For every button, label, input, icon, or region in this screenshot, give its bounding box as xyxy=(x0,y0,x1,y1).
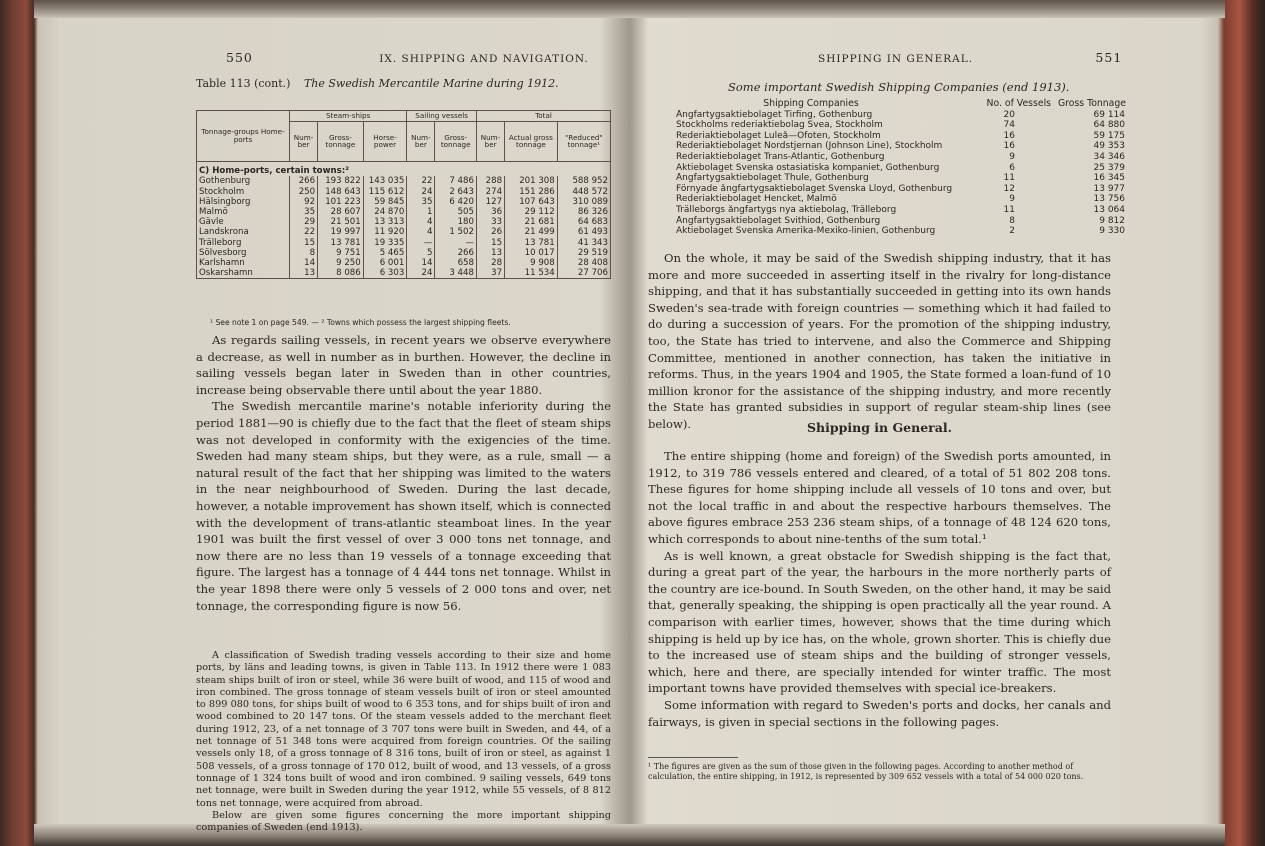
company-tonnage: 59 175 xyxy=(1093,130,1125,141)
col-steam-number: Num-ber xyxy=(290,121,318,161)
col-total-reduced: "Reduced" tonnage¹ xyxy=(557,121,610,161)
company-row xyxy=(676,216,1126,227)
companies-header xyxy=(676,99,1126,110)
value-cell: 29 519 xyxy=(557,248,610,258)
col-steam-gross: Gross-tonnage xyxy=(318,121,364,161)
company-tonnage: 34 346 xyxy=(1093,151,1125,162)
value-cell: 11 920 xyxy=(363,227,407,237)
value-cell: 1 502 xyxy=(435,227,477,237)
value-cell: 6 001 xyxy=(363,258,407,268)
value-cell: 127 xyxy=(476,197,504,207)
value-cell: 151 286 xyxy=(505,187,558,197)
table-row xyxy=(197,207,611,217)
left-paragraph-2: The Swedish mercantile marine's notable inferiority during the period 1881—90 is chiefly due to the fact that the fleet of steam ships was not developed in conformity with the exigencies of the time. Sweden had many steam ships, but they were, as a rule, small — a natural result of the fact that her shipping was limited to the waters in the near neighbourhood of Sweden. During the last decade, however, a notable improvement has shown itself, which is connected with the development of trans-atlantic steamboat lines. In the year 1901 was built the first vessel of over 3 000 tons net tonnage, and now there are no less than 19 vessels of a tonnage exceeding that figure. The largest has a tonnage of 4 444 tons net tonnage. Whilst in the year 1898 there were only 5 vessels of 2 000 tons and over, net tonnage, the corresponding figure is now 56. xyxy=(196,399,611,613)
company-name: Trälleborgs ångfartygs nya aktiebolag, Trälleborg xyxy=(676,204,897,215)
left-small-paragraph-1: A classification of Swedish trading vessels according to their size and home ports, by läns and leading towns, is given in Table 113. In 1912 there were 1 083 steam ships built of iron or steel, while 36 were built of wood, and 115 of wood and iron combined. The gross tonnage of steam vessels built of iron or steel amounted to 899 080 tons, for ships built of wood to 6 353 tons, and for ships built of iron and wood combined to 20 147 tons. Of the steam vessels added to the merchant fleet during 1912, 23, of a net tonnage of 3 707 tons were built in Sweden, and 44, of a net tonnage of 51 348 tons were acquired from foreign countries. Of the sailing vessels only 18, of a gross tonnage of 8 316 tons, built of iron or steel, as against 1 508 vessels, of a gross tonnage of 170 012, built of wood, and 13 vessels, of a gross tonnage of 1 324 tons built of wood and iron combined. 9 sailing vessels, 649 tons net tonnage, were built in Sweden during the year 1912, while 55 vessels, of 8 812 tons net tonnage, were acquired from abroad. xyxy=(196,650,611,809)
value-cell: 86 326 xyxy=(557,207,610,217)
value-cell: 27 706 xyxy=(557,268,610,279)
company-name: Stockholms rederiaktiebolag Svea, Stockholm xyxy=(676,120,883,131)
value-cell: 266 xyxy=(435,248,477,258)
value-cell: 143 035 xyxy=(363,176,407,186)
right-body-text xyxy=(648,250,1111,433)
value-cell: — xyxy=(435,238,477,248)
col-total-header: Total xyxy=(476,111,610,122)
value-cell: 29 112 xyxy=(505,207,558,217)
company-tonnage: 25 379 xyxy=(1093,162,1125,173)
value-cell: 274 xyxy=(476,187,504,197)
value-cell: 41 343 xyxy=(557,238,610,248)
col-sail-number: Num-ber xyxy=(407,121,435,161)
left-paragraph-1: As regards sailing vessels, in recent years we observe everywhere a decrease, as well in number as in burthen. However, the decline in sailing vessels began later in Sweden than in other countries, increase being observable there until about the year 1880. xyxy=(196,333,611,397)
table-row xyxy=(197,227,611,237)
companies-table xyxy=(676,99,1126,237)
value-cell: 505 xyxy=(435,207,477,217)
port-name-cell: Gävle xyxy=(197,217,290,227)
port-name-cell: Karlshamn xyxy=(197,258,290,268)
table-section-label: C) Home-ports, certain towns:² xyxy=(197,161,611,176)
col-total-actual: Actual gross tonnage xyxy=(505,121,558,161)
companies-header-vessels: No. of Vessels xyxy=(986,98,1051,109)
company-vessels: 16 xyxy=(1003,130,1015,141)
port-name-cell: Oskarshamn xyxy=(197,268,290,279)
value-cell: — xyxy=(407,238,435,248)
value-cell: 250 xyxy=(290,187,318,197)
port-name-cell: Hälsingborg xyxy=(197,197,290,207)
company-tonnage: 64 880 xyxy=(1093,120,1125,131)
right-paragraph-3: As is well known, a great obstacle for Swedish shipping is the fact that, during a great part of the year, the harbours in the more northerly parts of the country are ice-bound. In South Sweden, on the other hand, it may be said that, generally speaking, the shipping is open practically all the year round. A comparison with earlier times, however, shows that the time during which shipping is held up by ice has, on the whole, grown shorter. This is chiefly due to the increased use of steam ships and the building of stronger vessels, which, here and there, are specially intended for winter traffic. The most important towns have provided themselves with special ice-breakers. xyxy=(648,548,1111,696)
value-cell: 15 xyxy=(290,238,318,248)
company-tonnage: 13 064 xyxy=(1093,204,1125,215)
value-cell: 21 681 xyxy=(505,217,558,227)
left-body-text xyxy=(196,332,611,614)
value-cell: 14 xyxy=(290,258,318,268)
company-name: Rederiaktiebolaget Nordstjernan (Johnson Line), Stockholm xyxy=(676,141,943,152)
company-tonnage: 9 812 xyxy=(1099,215,1125,226)
companies-list xyxy=(676,110,1126,237)
port-name-cell: Trälleborg xyxy=(197,238,290,248)
right-page-number: 551 xyxy=(1095,50,1123,65)
company-vessels: 16 xyxy=(1003,141,1015,152)
company-tonnage: 69 114 xyxy=(1093,109,1125,120)
left-running-head: IX. SHIPPING AND NAVIGATION. xyxy=(379,53,589,65)
col-sail-gross: Gross-tonnage xyxy=(435,121,477,161)
value-cell: 8 xyxy=(290,248,318,258)
right-paragraph-1: On the whole, it may be said of the Swedish shipping industry, that it has more and more succeeded in asserting itself in the rivalry for long-distance shipping, and that it has substantially succeeded in getting into its own hands Sweden's sea-trade with foreign countries — something which it had failed to do during a succession of years. For the promotion of the shipping industry, too, the State has tried to intervene, and also the Commerce and Shipping Committee, mentioned in another connection, has taken the initiative in reforms. Thus, in the years 1904 and 1905, the State formed a loan-fund of 10 million kronor for the assistance of the shipping industry, and more recently the State has granted subsidies in support of regular steam-ship lines (see below). xyxy=(648,251,1111,431)
table-caption-title: The Swedish Mercantile Marine during 1912. xyxy=(303,77,559,90)
value-cell: 266 xyxy=(290,176,318,186)
value-cell: 7 486 xyxy=(435,176,477,186)
table-caption-prefix: Table 113 (cont.) xyxy=(196,77,291,90)
companies-header-name: Shipping Companies xyxy=(763,98,859,109)
port-name-cell: Gothenburg xyxy=(197,176,290,186)
right-paragraph-4: Some information with regard to Sweden's ports and docks, her canals and fairways, is given in special sections in the following pages. xyxy=(648,697,1111,729)
company-name: Aktiebolaget Svenska Amerika-Mexiko-linien, Gothenburg xyxy=(676,226,936,237)
left-small-paragraph-2: Below are given some figures concerning the more important shipping companies of Sweden (end 1913). xyxy=(196,809,611,834)
port-name-cell: Sölvesborg xyxy=(197,248,290,258)
company-row xyxy=(676,205,1126,216)
value-cell: 4 xyxy=(407,227,435,237)
value-cell: 288 xyxy=(476,176,504,186)
value-cell: 28 408 xyxy=(557,258,610,268)
table-footnote: ¹ See note 1 on page 549. — ² Towns which possess the largest shipping fleets. xyxy=(210,318,511,327)
value-cell: 310 089 xyxy=(557,197,610,207)
value-cell: 9 751 xyxy=(318,248,364,258)
footnote-rule xyxy=(648,757,738,758)
value-cell: 35 xyxy=(407,197,435,207)
company-vessels: 9 xyxy=(1009,194,1015,205)
company-tonnage: 9 330 xyxy=(1099,226,1125,237)
right-running-head: SHIPPING IN GENERAL. xyxy=(818,53,974,65)
value-cell: 5 465 xyxy=(363,248,407,258)
value-cell: 148 643 xyxy=(318,187,364,197)
value-cell: 21 501 xyxy=(318,217,364,227)
value-cell: 28 xyxy=(476,258,504,268)
col-port-header: Tonnage-groups Home-ports xyxy=(197,111,290,162)
value-cell: 10 017 xyxy=(505,248,558,258)
company-row xyxy=(676,110,1126,121)
company-vessels: 11 xyxy=(1003,204,1015,215)
value-cell: 22 xyxy=(290,227,318,237)
right-body-text-2 xyxy=(648,448,1111,730)
col-steam-header: Steam-ships xyxy=(290,111,407,122)
company-row xyxy=(676,131,1126,142)
value-cell: 13 xyxy=(476,248,504,258)
value-cell: 201 308 xyxy=(505,176,558,186)
table-row xyxy=(197,187,611,197)
value-cell: 3 448 xyxy=(435,268,477,279)
value-cell: 13 781 xyxy=(505,238,558,248)
company-name: Ångfartygsaktiebolaget Thule, Gothenburg xyxy=(676,173,869,184)
company-tonnage: 13 756 xyxy=(1093,194,1125,205)
company-vessels: 8 xyxy=(1009,215,1015,226)
value-cell: 15 xyxy=(476,238,504,248)
company-vessels: 74 xyxy=(1003,120,1015,131)
left-small-text xyxy=(196,650,611,834)
value-cell: 24 xyxy=(407,187,435,197)
right-paragraph-2: The entire shipping (home and foreign) of the Swedish ports amounted, in 1912, to 319 786 vessels entered and cleared, of a total of 51 802 208 tons. These figures for home shipping include all vessels of 10 tons and over, but not the local traffic in and about the respective harbours themselves. The above figures embrace 253 236 steam ships, of a tonnage of 48 124 620 tons, which corresponds to about nine-tenths of the sum total.¹ xyxy=(648,449,1111,546)
company-name: Ångfartygsaktiebolaget Svithiod, Gothenburg xyxy=(676,215,881,226)
value-cell: 107 643 xyxy=(505,197,558,207)
shipping-table-body xyxy=(197,161,611,279)
company-row xyxy=(676,184,1126,195)
company-name: Ångfartygsaktiebolaget Tirfing, Gothenburg xyxy=(676,109,873,120)
value-cell: 22 xyxy=(407,176,435,186)
company-name: Rederiaktiebolaget Hencket, Malmö xyxy=(676,194,837,205)
value-cell: 2 643 xyxy=(435,187,477,197)
left-page-number: 550 xyxy=(226,50,253,65)
value-cell: 5 xyxy=(407,248,435,258)
col-total-number: Num-ber xyxy=(476,121,504,161)
companies-header-tonnage: Gross Tonnage xyxy=(1057,98,1126,109)
company-tonnage: 16 345 xyxy=(1093,173,1125,184)
section-heading: Shipping in General. xyxy=(807,420,952,435)
value-cell: 29 xyxy=(290,217,318,227)
value-cell: 35 xyxy=(290,207,318,217)
value-cell: 59 845 xyxy=(363,197,407,207)
table-row xyxy=(197,176,611,186)
table-caption xyxy=(196,77,559,90)
page-edge-top xyxy=(34,0,1225,18)
value-cell: 6 303 xyxy=(363,268,407,279)
company-row xyxy=(676,173,1126,184)
table-row xyxy=(197,197,611,207)
value-cell: 37 xyxy=(476,268,504,279)
value-cell: 24 870 xyxy=(363,207,407,217)
table-row xyxy=(197,258,611,268)
value-cell: 19 997 xyxy=(318,227,364,237)
company-tonnage: 49 353 xyxy=(1093,141,1125,152)
value-cell: 33 xyxy=(476,217,504,227)
value-cell: 658 xyxy=(435,258,477,268)
company-row xyxy=(676,226,1126,237)
value-cell: 180 xyxy=(435,217,477,227)
company-vessels: 11 xyxy=(1003,173,1015,184)
value-cell: 36 xyxy=(476,207,504,217)
value-cell: 11 534 xyxy=(505,268,558,279)
company-name: Förnyade ångfartygsaktiebolaget Svenska Lloyd, Gothenburg xyxy=(676,183,953,194)
company-vessels: 20 xyxy=(1003,109,1015,120)
shipping-table xyxy=(196,110,611,279)
company-vessels: 6 xyxy=(1009,162,1015,173)
right-page-header xyxy=(818,50,1122,65)
company-name: Rederiaktiebolaget Trans-Atlantic, Gothenburg xyxy=(676,151,885,162)
table-row xyxy=(197,248,611,258)
col-steam-horse: Horse-power xyxy=(363,121,407,161)
value-cell: 448 572 xyxy=(557,187,610,197)
value-cell: 6 420 xyxy=(435,197,477,207)
port-name-cell: Stockholm xyxy=(197,187,290,197)
port-name-cell: Malmö xyxy=(197,207,290,217)
value-cell: 24 xyxy=(407,268,435,279)
company-name: Rederiaktiebolaget Luleå—Ofoten, Stockholm xyxy=(676,130,881,141)
value-cell: 92 xyxy=(290,197,318,207)
value-cell: 14 xyxy=(407,258,435,268)
port-name-cell: Landskrona xyxy=(197,227,290,237)
value-cell: 64 683 xyxy=(557,217,610,227)
value-cell: 13 xyxy=(290,268,318,279)
value-cell: 115 612 xyxy=(363,187,407,197)
value-cell: 9 250 xyxy=(318,258,364,268)
table-row xyxy=(197,268,611,279)
value-cell: 13 313 xyxy=(363,217,407,227)
value-cell: 28 607 xyxy=(318,207,364,217)
value-cell: 101 223 xyxy=(318,197,364,207)
value-cell: 193 822 xyxy=(318,176,364,186)
company-name: Aktiebolaget Svenska ostasiatiska kompaniet, Gothenburg xyxy=(676,162,940,173)
company-vessels: 9 xyxy=(1009,151,1015,162)
value-cell: 19 335 xyxy=(363,238,407,248)
company-row xyxy=(676,152,1126,163)
table-row xyxy=(197,238,611,248)
value-cell: 1 xyxy=(407,207,435,217)
value-cell: 26 xyxy=(476,227,504,237)
col-sailing-header: Sailing vessels xyxy=(407,111,477,122)
value-cell: 21 499 xyxy=(505,227,558,237)
value-cell: 8 086 xyxy=(318,268,364,279)
left-page-header xyxy=(226,50,589,65)
company-vessels: 2 xyxy=(1009,226,1015,237)
value-cell: 9 908 xyxy=(505,258,558,268)
company-tonnage: 13 977 xyxy=(1093,183,1125,194)
value-cell: 4 xyxy=(407,217,435,227)
company-row xyxy=(676,120,1126,131)
company-row xyxy=(676,141,1126,152)
right-footnote: ¹ The figures are given as the sum of those given in the following pages. According to another method of calculation, the entire shipping, in 1912, is represented by 309 652 vessels with a total of 54 000 020 tons. xyxy=(648,762,1084,781)
company-vessels: 12 xyxy=(1003,183,1015,194)
table-row xyxy=(197,217,611,227)
value-cell: 61 493 xyxy=(557,227,610,237)
company-row xyxy=(676,163,1126,174)
value-cell: 588 952 xyxy=(557,176,610,186)
companies-subtitle: Some important Swedish Shipping Companies (end 1913). xyxy=(728,80,1070,94)
value-cell: 13 781 xyxy=(318,238,364,248)
company-row xyxy=(676,194,1126,205)
